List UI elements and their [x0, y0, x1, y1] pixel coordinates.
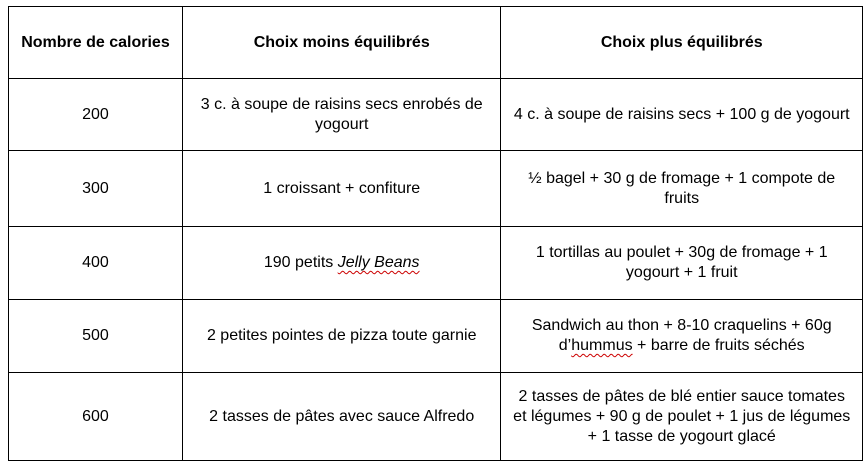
- less-balanced-text: 190 petits: [263, 254, 338, 271]
- header-less-balanced: Choix moins équilibrés: [182, 7, 501, 79]
- more-balanced-cell: ½ bagel + 30 g de fromage + 1 compote de fruits: [501, 151, 863, 227]
- more-balanced-cell: 1 tortillas au poulet + 30g de fromage + 1 yogourt + 1 fruit: [501, 227, 863, 300]
- less-balanced-cell: 2 petites pointes de pizza toute garnie: [182, 300, 501, 373]
- calorie-comparison-table: [8, 6, 863, 461]
- calories-cell: 200: [9, 79, 183, 151]
- spellcheck-italic-text: Jelly Beans: [337, 254, 420, 271]
- spellcheck-marked-text: hummus: [571, 337, 633, 354]
- more-balanced-text-suffix: + barre de fruits séchés: [632, 337, 805, 354]
- header-more-balanced: Choix plus équilibrés: [501, 7, 863, 79]
- table-row: [9, 151, 863, 227]
- table-header-row: [9, 7, 863, 79]
- calories-cell: 400: [9, 227, 183, 300]
- table-row: [9, 79, 863, 151]
- table-row: [9, 227, 863, 300]
- less-balanced-cell: 1 croissant + confiture: [182, 151, 501, 227]
- calories-cell: 300: [9, 151, 183, 227]
- calories-cell: 600: [9, 373, 183, 461]
- less-balanced-cell: [182, 227, 501, 300]
- calories-cell: 500: [9, 300, 183, 373]
- more-balanced-cell: 2 tasses de pâtes de blé entier sauce tomates et légumes + 90 g de poulet + 1 jus de légumes + 1 tasse de yogourt glacé: [501, 373, 863, 461]
- more-balanced-text: Sandwich au thon + 8-10 craquelins + 60g d’: [531, 317, 832, 354]
- table-row: [9, 373, 863, 461]
- table-row: [9, 300, 863, 373]
- less-balanced-cell: 2 tasses de pâtes avec sauce Alfredo: [182, 373, 501, 461]
- more-balanced-cell: [501, 300, 863, 373]
- more-balanced-cell: 4 c. à soupe de raisins secs + 100 g de yogourt: [501, 79, 863, 151]
- header-calories: Nombre de calories: [9, 7, 183, 79]
- less-balanced-cell: 3 c. à soupe de raisins secs enrobés de yogourt: [182, 79, 501, 151]
